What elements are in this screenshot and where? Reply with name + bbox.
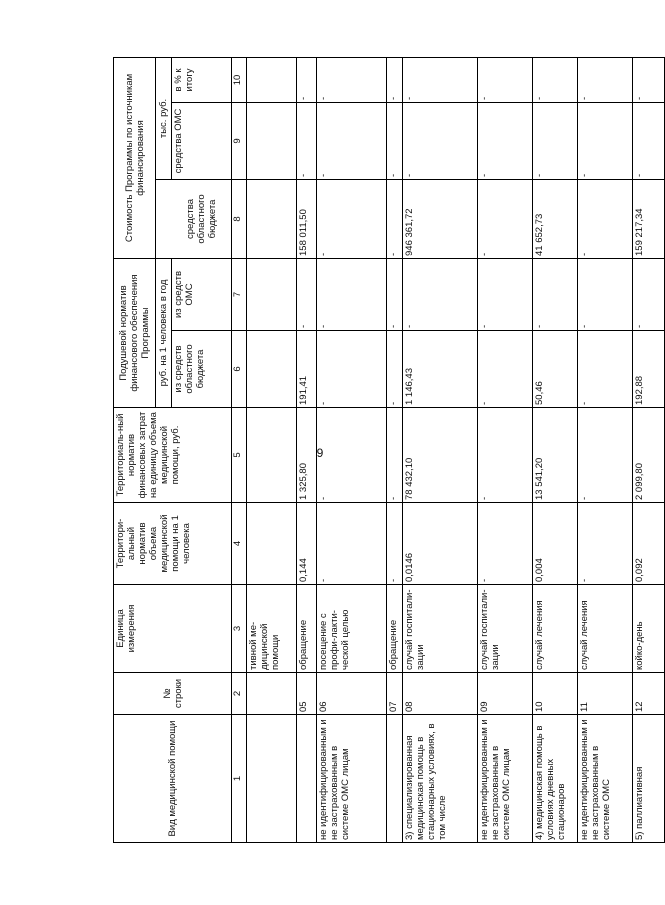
cell-row-no: 07 — [387, 673, 403, 715]
cell-type: 4) медицинская помощь в условиях дневных стационаров — [533, 715, 578, 843]
table-row — [403, 57, 478, 842]
cell-cost-oms: - — [317, 102, 387, 179]
cell-cost-budget: 41 652,73 — [533, 179, 578, 258]
cell-percapita-oms: - — [403, 258, 478, 330]
table-row — [633, 57, 665, 842]
column-number: 10 — [232, 57, 247, 102]
cell-norm-cost: - — [578, 408, 633, 503]
cell-percapita-oms: - — [317, 258, 387, 330]
cell-norm-volume — [247, 503, 297, 585]
page-number: 9 — [316, 446, 324, 460]
cell-norm-cost: - — [387, 408, 403, 503]
cell-norm-cost: - — [478, 408, 533, 503]
cell-norm-cost: 78 432,10 — [403, 408, 478, 503]
header-cost-oms: средства ОМС — [172, 102, 232, 179]
cell-cost-budget: - — [387, 179, 403, 258]
rotated-table-container — [113, 58, 648, 843]
cell-cost-budget: - — [478, 179, 533, 258]
header-norm-volume: Территори-альный норматив объема медицинской помощи на 1 человека — [114, 503, 232, 585]
cell-type — [387, 715, 403, 843]
cell-unit: тивной ме-дицинской помощи — [247, 585, 297, 673]
column-numbers-row — [232, 57, 247, 842]
cell-unit: случай лечения — [578, 585, 633, 673]
cell-type: 3) специализированная медицинская помощь в стационарных условиях, в том числе — [403, 715, 478, 843]
cell-cost-oms: - — [403, 102, 478, 179]
column-number: 7 — [232, 258, 247, 330]
column-number: 3 — [232, 585, 247, 673]
cell-cost-budget: 946 361,72 — [403, 179, 478, 258]
cell-percapita-budget: - — [578, 331, 633, 408]
cell-unit: случай госпитали-зации — [403, 585, 478, 673]
cell-percapita-oms: - — [478, 258, 533, 330]
cell-type: не идентифицированным и не застрахованным в системе ОМС — [578, 715, 633, 843]
column-number: 4 — [232, 503, 247, 585]
column-number: 9 — [232, 102, 247, 179]
cell-type — [247, 715, 297, 843]
cell-norm-volume: 0,0146 — [403, 503, 478, 585]
cell-unit: посещение с профи-лакти-ческой целью — [317, 585, 387, 673]
header-cost-budget: средства областного бюджета — [172, 179, 232, 258]
cell-percapita-budget: 192,88 — [633, 331, 665, 408]
cell-norm-volume: 0,004 — [533, 503, 578, 585]
cell-percapita-oms: - — [633, 258, 665, 330]
cell-cost-oms — [247, 102, 297, 179]
table-row — [578, 57, 633, 842]
cell-norm-cost — [247, 408, 297, 503]
cell-unit: случай лечения — [533, 585, 578, 673]
cell-cost-pct: - — [633, 57, 665, 102]
cell-percapita-budget: 191,41 — [297, 331, 317, 408]
cell-unit: обращение — [387, 585, 403, 673]
cell-cost-oms: - — [533, 102, 578, 179]
cell-type: не идентифицированным и не застрахованным в системе ОМС лицам — [478, 715, 533, 843]
header-unit: Единица измерения — [114, 585, 232, 673]
cell-type — [297, 715, 317, 843]
header-percapita-oms: из средств ОМС — [172, 258, 232, 330]
cell-cost-pct: - — [317, 57, 387, 102]
cell-percapita-budget: - — [317, 331, 387, 408]
header-cost: Стоимость Программы по источникам финансирования — [114, 57, 156, 258]
cell-percapita-oms — [247, 258, 297, 330]
cell-row-no: 06 — [317, 673, 387, 715]
cell-cost-oms: - — [633, 102, 665, 179]
cell-percapita-budget — [247, 331, 297, 408]
cell-cost-budget: - — [317, 179, 387, 258]
cell-percapita-oms: - — [578, 258, 633, 330]
cell-cost-pct: - — [387, 57, 403, 102]
cell-cost-pct: - — [478, 57, 533, 102]
header-cost-unit: тыс. руб. — [156, 57, 172, 179]
cell-unit: случай госпитали-зации — [478, 585, 533, 673]
cell-type: 5) паллиативная — [633, 715, 665, 843]
cell-norm-volume: - — [578, 503, 633, 585]
column-number: 8 — [232, 179, 247, 258]
cell-percapita-oms: - — [297, 258, 317, 330]
cell-percapita-oms: - — [533, 258, 578, 330]
cell-cost-oms: - — [387, 102, 403, 179]
header-cost-pct: в % к итогу — [172, 57, 232, 102]
cell-row-no: 11 — [578, 673, 633, 715]
cell-percapita-budget: - — [387, 331, 403, 408]
table-row — [297, 57, 317, 842]
cell-norm-cost: - — [317, 408, 387, 503]
table-row — [478, 57, 533, 842]
cell-cost-budget: 159 217,34 — [633, 179, 665, 258]
cell-cost-oms: - — [578, 102, 633, 179]
header-percapita-budget: из средств областного бюджета — [172, 331, 232, 408]
cell-cost-pct: - — [403, 57, 478, 102]
cell-row-no — [247, 673, 297, 715]
cell-cost-pct: - — [533, 57, 578, 102]
cell-percapita-budget: 50,46 — [533, 331, 578, 408]
column-number: 5 — [232, 408, 247, 503]
cell-norm-volume: - — [317, 503, 387, 585]
cell-cost-budget: 158 011,50 — [297, 179, 317, 258]
column-number: 6 — [232, 331, 247, 408]
cell-row-no: 12 — [633, 673, 665, 715]
cell-unit: обращение — [297, 585, 317, 673]
header-type: Вид медицинской помощи — [114, 715, 232, 843]
cell-norm-cost: 1 325,80 — [297, 408, 317, 503]
cell-cost-pct: - — [297, 57, 317, 102]
table-row — [317, 57, 387, 842]
column-number: 1 — [232, 715, 247, 843]
cell-norm-cost: 2 099,80 — [633, 408, 665, 503]
cell-row-no: 10 — [533, 673, 578, 715]
cell-cost-pct — [247, 57, 297, 102]
table-row — [533, 57, 578, 842]
header-percapita: Подушевой норматив финансового обеспечения Программы — [114, 258, 156, 407]
cell-unit: койко-день — [633, 585, 665, 673]
cell-row-no: 08 — [403, 673, 478, 715]
cell-norm-volume: 0,144 — [297, 503, 317, 585]
cell-cost-budget: - — [578, 179, 633, 258]
header-norm-cost: Территориаль-ный норматив финансовых затрат на единицу объема медицинской помощи, руб. — [114, 408, 232, 503]
cell-percapita-budget: - — [478, 331, 533, 408]
cell-cost-budget — [247, 179, 297, 258]
cell-norm-cost: 13 541,20 — [533, 408, 578, 503]
cell-cost-pct: - — [578, 57, 633, 102]
cell-norm-volume: - — [387, 503, 403, 585]
cell-percapita-oms: - — [387, 258, 403, 330]
cell-norm-volume: - — [478, 503, 533, 585]
table-row — [387, 57, 403, 842]
header-percapita-unit: руб. на 1 человека в год — [156, 258, 172, 407]
cell-row-no: 05 — [297, 673, 317, 715]
column-number: 2 — [232, 673, 247, 715]
cell-norm-volume: 0,092 — [633, 503, 665, 585]
cell-row-no: 09 — [478, 673, 533, 715]
header-row-no: № строки — [114, 673, 232, 715]
cell-cost-oms: - — [297, 102, 317, 179]
program-cost-table — [113, 57, 665, 843]
table-row — [247, 57, 297, 842]
cell-type: не идентифицированным и не застрахованным в системе ОМС лицам — [317, 715, 387, 843]
cell-percapita-budget: 1 146,43 — [403, 331, 478, 408]
cell-cost-oms: - — [478, 102, 533, 179]
